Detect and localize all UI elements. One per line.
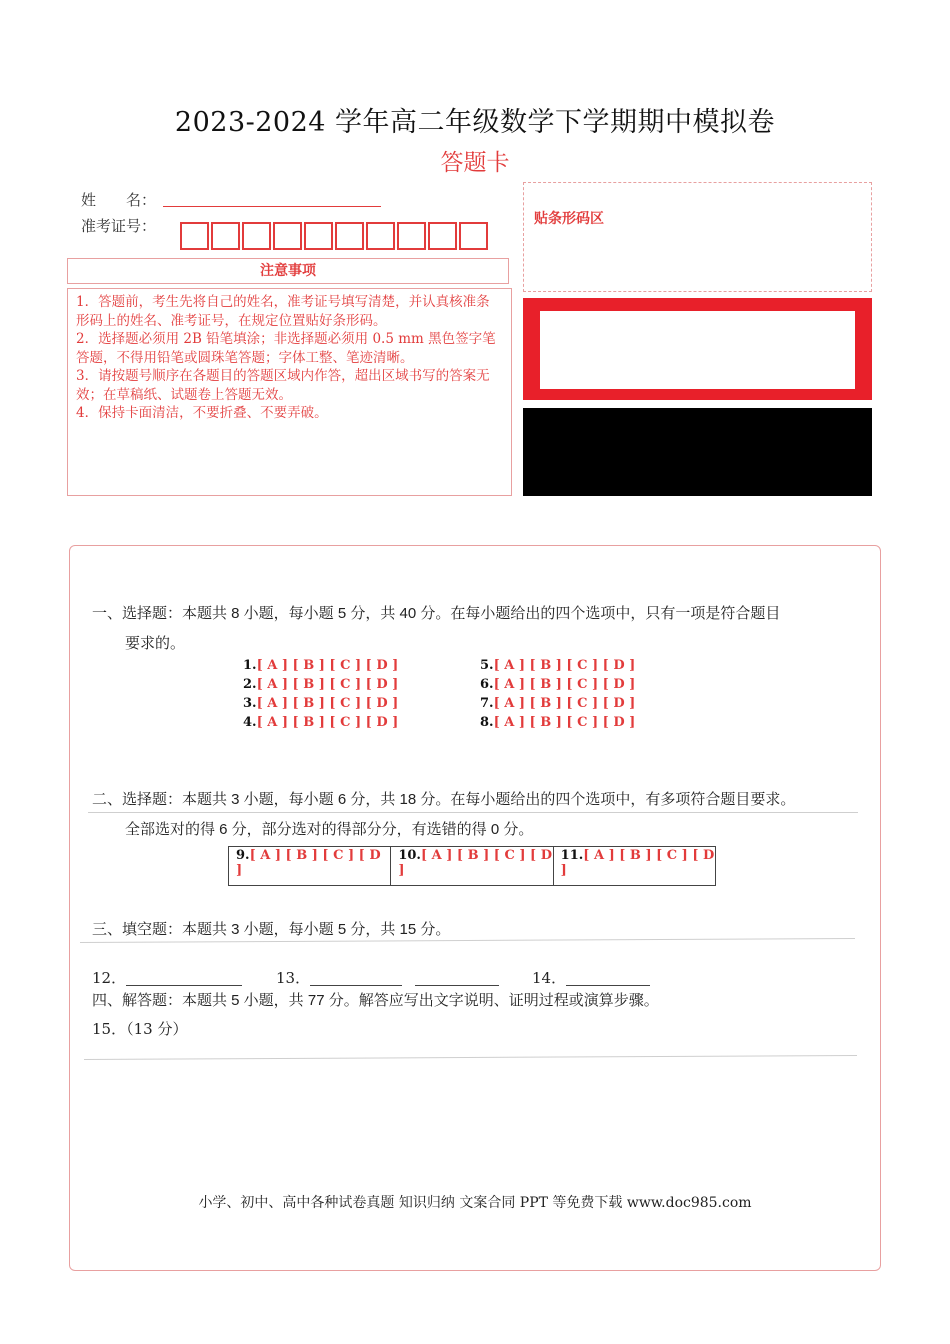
notice-item: 1．答题前，考生先将自己的姓名，准考证号填写清楚，并认真核准条形码上的姓名、准考证号，在规定位置贴好条形码。 [76, 294, 490, 329]
id-digit-box[interactable] [304, 222, 333, 250]
barcode-label: 贴条形码区 [534, 211, 604, 227]
page-title: 2023-2024 学年高二年级数学下学期期中模拟卷 [174, 107, 776, 138]
choice-options[interactable]: [ A ] [ B ] [ C ] [ D ] [256, 677, 399, 692]
id-digit-box[interactable] [428, 222, 457, 250]
name-label: 姓 名： [81, 191, 157, 209]
id-label: 准考证号： [81, 217, 157, 235]
choice-options[interactable]: [ A ] [ B ] [ C ] [ D ] [256, 715, 399, 730]
question-number: 9. [236, 848, 250, 863]
question-2-choices[interactable] [243, 677, 398, 692]
q12-answer-line[interactable] [126, 984, 242, 986]
barcode-area [523, 182, 872, 292]
question-3-choices[interactable] [243, 696, 398, 711]
notice-item: 3．请按题号顺序在各题目的答题区域内作答，超出区域书写的答案无效；在草稿纸、试题卷上答题无效。 [76, 368, 490, 403]
section2-heading-cont: 全部选对的得 6 分，部分选对的得部分分，有选错的得 0 分。 [125, 821, 534, 838]
black-mark-block [523, 408, 872, 496]
question-4-choices[interactable] [243, 715, 398, 730]
question-number: 10. [398, 848, 421, 863]
q12-label: 12． [92, 969, 127, 987]
notice-item: 4．保持卡面清洁，不要折叠、不要弄破。 [76, 405, 328, 421]
choice-options[interactable]: [ A ] [ B ] [ C ] [ D ] [236, 848, 381, 878]
id-digit-box[interactable] [180, 222, 209, 250]
choice-options[interactable]: [ A ] [ B ] [ C ] [ D ] [398, 848, 552, 878]
choice-options[interactable]: [ A ] [ B ] [ C ] [ D ] [493, 658, 636, 673]
question-number: 2. [243, 677, 257, 692]
q13-label: 13． [276, 969, 311, 987]
question-number: 3. [243, 696, 257, 711]
question-5-choices[interactable] [480, 658, 635, 673]
id-digit-box[interactable] [242, 222, 271, 250]
section1-heading: 一、选择题：本题共 8 小题，每小题 5 分，共 40 分。在每小题给出的四个选项中，只有一项是符合题目 [92, 605, 781, 622]
id-digit-box[interactable] [366, 222, 395, 250]
question-8-choices[interactable] [480, 715, 635, 730]
page-subtitle: 答题卡 [440, 150, 510, 176]
name-field[interactable] [163, 205, 381, 207]
id-digit-box[interactable] [459, 222, 488, 250]
question-number: 5. [480, 658, 494, 673]
question-6-choices[interactable] [480, 677, 635, 692]
choice-options[interactable]: [ A ] [ B ] [ C ] [ D ] [493, 696, 636, 711]
q15-label: 15．（13 分） [92, 1020, 188, 1038]
question-number: 7. [480, 696, 494, 711]
q13-answer-line[interactable] [310, 984, 402, 986]
id-digit-box[interactable] [211, 222, 240, 250]
id-number-boxes [180, 222, 490, 250]
section3-heading: 三、填空题：本题共 3 小题，每小题 5 分，共 15 分。 [92, 921, 451, 938]
question-number: 4. [243, 715, 257, 730]
multi-choice-table [228, 846, 716, 886]
question-11-choices[interactable] [554, 847, 715, 885]
q15-answer-area[interactable] [84, 1062, 857, 1182]
question-number: 8. [480, 715, 494, 730]
question-7-choices[interactable] [480, 696, 635, 711]
section1-heading-cont: 要求的。 [125, 635, 186, 652]
q14-label: 14． [532, 969, 567, 987]
choice-options[interactable]: [ A ] [ B ] [ C ] [ D ] [256, 696, 399, 711]
q13-answer-line-2[interactable] [415, 984, 499, 986]
absent-mark-inner [540, 311, 855, 389]
id-digit-box[interactable] [273, 222, 302, 250]
notice-body [67, 288, 512, 496]
divider [88, 812, 858, 813]
choice-options[interactable]: [ A ] [ B ] [ C ] [ D ] [560, 848, 715, 878]
q14-answer-line[interactable] [566, 984, 650, 986]
question-number: 6. [480, 677, 494, 692]
notice-heading: 注意事项 [67, 258, 509, 284]
question-9-choices[interactable] [229, 847, 391, 885]
question-10-choices[interactable] [391, 847, 553, 885]
choice-options[interactable]: [ A ] [ B ] [ C ] [ D ] [493, 677, 636, 692]
footer-text: 小学、初中、高中各种试卷真题 知识归纳 文案合同 PPT 等免费下载 www.doc985.com [198, 1195, 752, 1211]
question-number: 11. [560, 848, 584, 863]
notice-item: 2．选择题必须用 2B 铅笔填涂；非选择题必须用 0.5 mm 黑色签字笔答题，不得用铅笔或圆珠笔答题；字体工整、笔迹清晰。 [76, 331, 496, 366]
id-digit-box[interactable] [335, 222, 364, 250]
choice-options[interactable]: [ A ] [ B ] [ C ] [ D ] [493, 715, 636, 730]
id-digit-box[interactable] [397, 222, 426, 250]
choice-options[interactable]: [ A ] [ B ] [ C ] [ D ] [256, 658, 399, 673]
section4-heading: 四、解答题：本题共 5 小题，共 77 分。解答应写出文字说明、证明过程或演算步骤。 [92, 992, 659, 1009]
section2-heading: 二、选择题：本题共 3 小题，每小题 6 分，共 18 分。在每小题给出的四个选项中，有多项符合题目要求。 [92, 791, 796, 808]
question-1-choices[interactable] [243, 658, 398, 673]
question-number: 1. [243, 658, 257, 673]
